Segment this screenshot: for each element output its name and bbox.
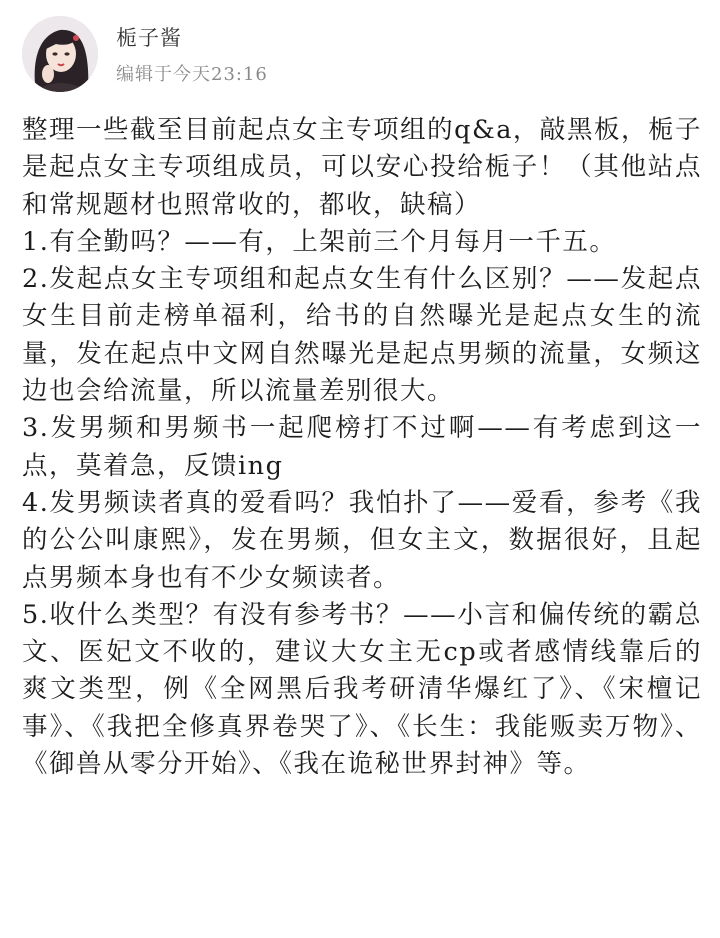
- qa-item-4: 4.发男频读者真的爱看吗？我怕扑了——爱看，参考《我的公公叫康熙》，发在男频，但女主文，数据很好，且起点男频本身也有不少女频读者。: [22, 487, 702, 593]
- post-header: [22, 16, 702, 92]
- edit-timestamp: 编辑于今天23:16: [116, 64, 268, 85]
- post-content: [22, 112, 702, 783]
- intro-paragraph: 整理一些截至目前起点女主专项组的q&a，敲黑板，栀子是起点女主专项组成员，可以安心投给栀子！（其他站点和常规题材也照常收的，都收，缺稿）: [22, 115, 702, 220]
- qa-item-1: 1.有全勤吗？——有，上架前三个月每月一千五。: [22, 226, 617, 257]
- avatar-girl-icon: [22, 16, 98, 92]
- author-name[interactable]: 栀子酱: [116, 26, 182, 50]
- qa-item-5: 5.收什么类型？有没有参考书？——小言和偏传统的霸总文、医妃文不收的，建议大女主无cp或者感情线靠后的爽文类型，例《全网黑后我考研清华爆红了》、《宋檀记事》、《我把全修真界卷哭了》、《长生：我能贩卖万物》、《御兽从零分开始》、《我在诡秘世界封神》等。: [22, 599, 702, 780]
- qa-item-3: 3.发男频和男频书一起爬榜打不过啊——有考虑到这一点，莫着急，反馈ing: [22, 413, 702, 481]
- qa-item-2: 2.发起点女主专项组和起点女生有什么区别？——发起点女生目前走榜单福利，给书的自然曝光是起点女生的流量，发在起点中文网自然曝光是起点男频的流量，女频这边也会给流量，所以流量差别很大。: [22, 264, 702, 407]
- avatar[interactable]: [22, 16, 98, 92]
